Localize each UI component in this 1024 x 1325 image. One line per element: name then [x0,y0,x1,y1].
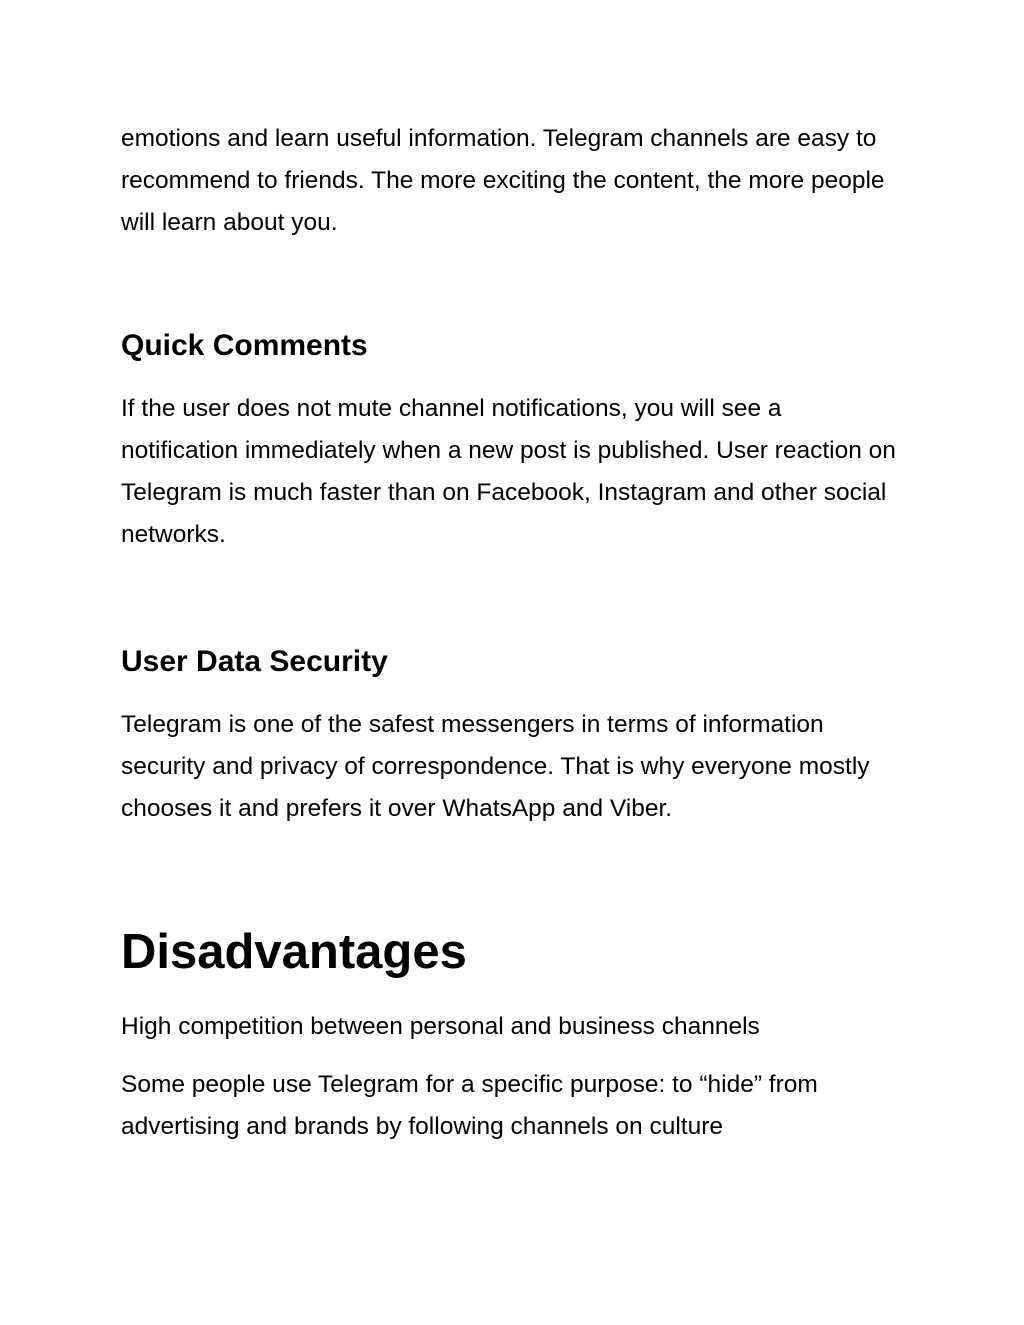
disadvantages-subheading-paragraph: High competition between personal and business channels [121,1013,760,1040]
disadvantages-paragraph: Some people use Telegram for a specific purpose: to “hide” from advertising and brands by following channels on culture [121,1071,818,1140]
section-heading-quick-comments: Quick Comments [121,329,368,362]
section-paragraph-user-data-security: Telegram is one of the safest messengers in terms of information security and privacy of correspondence. That is why everyone mostly chooses it and prefers it over WhatsApp and Viber. [121,711,870,822]
section-paragraph-quick-comments: If the user does not mute channel notifications, you will see a notification immediately when a new post is published. User reaction on Telegram is much faster than on Facebook, Instagram and other social networks. [121,395,896,548]
section-heading-user-data-security: User Data Security [121,645,388,678]
disadvantages-heading: Disadvantages [121,925,467,979]
intro-paragraph: emotions and learn useful information. Telegram channels are easy to recommend to friends. The more exciting the content, the more people will learn about you. [121,125,885,236]
document-page [121,118,901,1148]
